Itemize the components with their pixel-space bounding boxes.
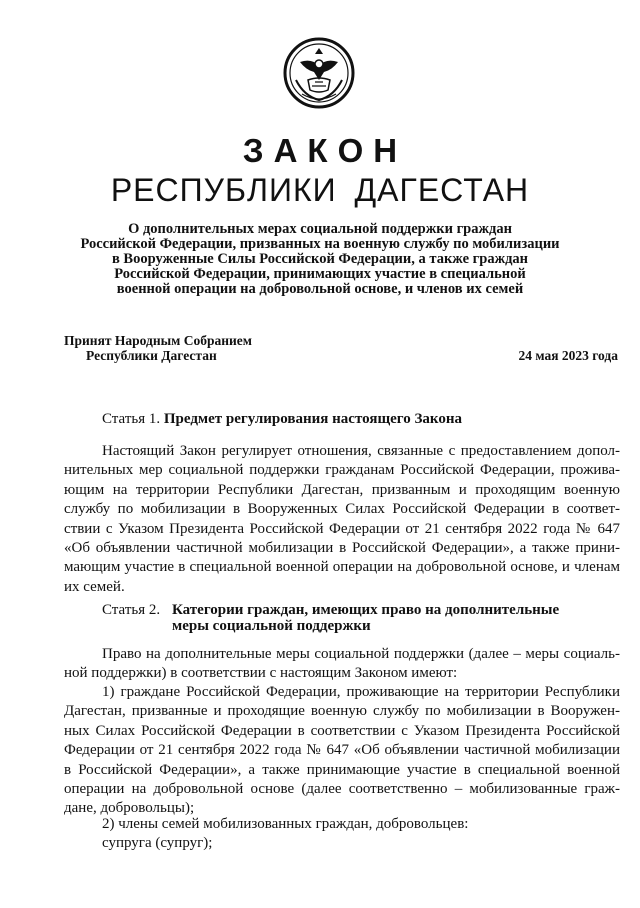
- text-line: 2) члены семей мобилизованных граждан, добровольцев:: [102, 816, 469, 832]
- article-title: [172, 602, 559, 634]
- adoption-note: [64, 333, 252, 363]
- article-1-paragraph: [64, 442, 620, 597]
- adoption-line: Принят Народным Собранием: [64, 333, 252, 348]
- text-line: ющим на территории Республики Дагестан, призванным и проходящим военную: [64, 481, 620, 498]
- article-2-item-1: [64, 683, 620, 819]
- text-line: операции на добровольной основе (далее соответственно – мобилизованные граж-: [64, 781, 620, 798]
- text-line: в Российской Федерации», а также принимающие участие в специальной военной: [64, 761, 620, 778]
- law-name-line: в Вооруженные Силы Российской Федерации, а также граждан: [111, 251, 529, 267]
- document-title: ЗАКОН: [242, 132, 408, 169]
- text-line: мающим участие в специальной военной операции на добровольной основе, и членам: [64, 559, 620, 576]
- text-line: «Об объявлении частичной мобилизации в Российской Федерации», а также прини-: [64, 540, 620, 557]
- article-title: Предмет регулирования настоящего Закона: [163, 411, 462, 427]
- text-line: Настоящий Закон регулирует отношения, связанные с предоставлением допол-: [102, 443, 620, 459]
- text-line: 1) граждане Российской Федерации, проживающие на территории Республики: [102, 684, 620, 700]
- text-line: Дагестан, призванные и проходящие военную службу по мобилизации в Вооружен-: [64, 703, 620, 720]
- article-2-item-2-sub: [64, 834, 620, 853]
- article-number: Статья 1.: [102, 411, 161, 427]
- article-number: Статья 2.: [102, 602, 161, 618]
- text-line: ной поддержки) в соответствии с настоящим Законом имеют:: [64, 665, 458, 682]
- law-name-line: Российской Федерации, принимающих участие в специальной: [114, 266, 526, 282]
- adoption-date: 24 мая 2023 года: [518, 348, 618, 363]
- text-line: их семей.: [64, 578, 125, 595]
- article-1-heading: [102, 411, 462, 427]
- text-line: супруга (супруг);: [102, 835, 213, 851]
- text-line: службу по мобилизации в Вооруженных Силах Российской Федерации в соответ-: [64, 501, 620, 518]
- law-name: [0, 222, 640, 297]
- law-name-line: Российской Федерации, призванных на военную службу по мобилизации: [80, 236, 560, 252]
- text-line: Федерации от 21 сентября 2022 года № 647 «Об объявлении частичной мобилизации: [64, 742, 620, 759]
- article-2-item-2: [64, 815, 620, 834]
- article-2-intro: [64, 645, 620, 684]
- text-line: ствии с Указом Президента Российской Федерации от 21 сентября 2022 года № 647: [64, 520, 620, 537]
- dagestan-coat-of-arms-icon: [282, 36, 356, 110]
- text-line: нительных мер социальной поддержки гражданам Российской Федерации, прожива-: [64, 462, 620, 479]
- law-name-line: военной операции на добровольной основе, и членов их семей: [116, 281, 524, 297]
- article-2-heading: [102, 602, 559, 634]
- adoption-line: Республики Дагестан: [86, 348, 217, 363]
- law-name-line: О дополнительных мерах социальной поддержки граждан: [128, 221, 512, 237]
- text-line: ных Силах Российской Федерации в соответствии с Указом Президента Российской: [64, 722, 620, 739]
- text-line: дане, добровольцы);: [64, 800, 195, 817]
- document-subtitle: РЕСПУБЛИКИ ДАГЕСТАН: [110, 172, 530, 208]
- article-title-line: Категории граждан, имеющих право на дополнительные: [172, 602, 560, 618]
- text-line: Право на дополнительные меры социальной поддержки (далее – меры социаль-: [102, 646, 620, 662]
- article-title-line: меры социальной поддержки: [172, 618, 371, 634]
